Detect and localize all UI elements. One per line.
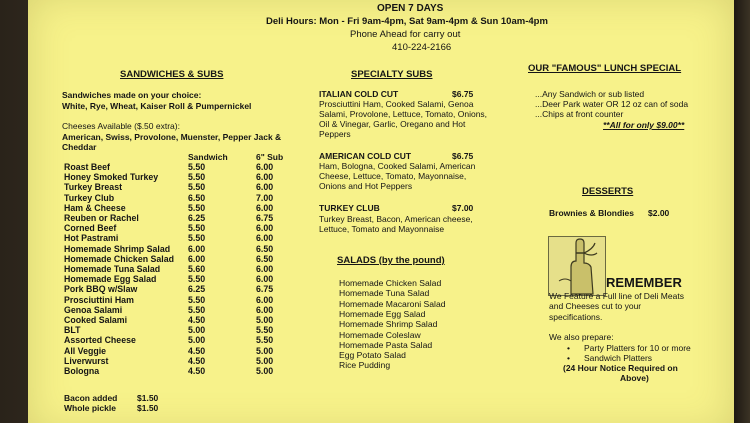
turkey-club-special-price: $7.00 xyxy=(452,203,474,213)
sub-price: 5.00 xyxy=(256,315,274,325)
american-desc-1: Ham, Bologna, Cooked Salami, American xyxy=(319,161,476,171)
american-desc-3: Onions and Hot Peppers xyxy=(319,181,413,191)
lunch-special-line-1: ...Any Sandwich or sub listed xyxy=(535,89,645,99)
notice-line-2: Above) xyxy=(620,373,649,383)
sandwich-row xyxy=(64,233,364,243)
sandwich-price: 4.50 xyxy=(188,315,206,325)
photo-edge xyxy=(734,0,750,423)
remember-text-1: We Feature a Full line of Deli Meats xyxy=(549,291,684,301)
deli-hours: Deli Hours: Mon - Fri 9am-4pm, Sat 9am-4pm & Sun 10am-4pm xyxy=(266,16,548,27)
extra-pickle-price: $1.50 xyxy=(137,403,159,413)
italian-desc-4: Peppers xyxy=(319,129,351,139)
sub-price: 6.00 xyxy=(256,202,274,213)
sub-price: 5.50 xyxy=(256,325,274,336)
sandwich-price: 6.25 xyxy=(188,213,206,223)
sandwich-name: BLT xyxy=(64,325,81,336)
salad-item: Homemade Macaroni Salad xyxy=(339,298,446,309)
platter-option-1: Party Platters for 10 or more xyxy=(584,343,691,353)
sub-column-header: 6" Sub xyxy=(256,152,284,162)
sandwich-name: Hot Pastrami xyxy=(64,233,119,244)
menu-sheet xyxy=(28,0,734,423)
lunch-special-title: OUR "FAMOUS" LUNCH SPECIAL xyxy=(528,63,682,74)
sub-price: 6.00 xyxy=(256,233,274,244)
salad-item: Homemade Coleslaw xyxy=(339,329,421,340)
sandwich-price-list xyxy=(64,162,364,382)
sub-price: 5.50 xyxy=(256,335,274,346)
sandwich-name: Reuben or Rachel xyxy=(64,213,139,223)
sandwich-price: 5.00 xyxy=(188,335,206,346)
sub-price: 6.00 xyxy=(256,294,274,305)
bread-intro: Sandwiches made on your choice: xyxy=(62,90,202,100)
sandwich-row xyxy=(64,264,364,274)
sub-price: 5.00 xyxy=(256,355,274,366)
italian-desc-1: Prosciuttini Ham, Cooked Salami, Genoa xyxy=(319,99,474,109)
sandwich-row xyxy=(64,284,364,294)
sandwich-name: Ham & Cheese xyxy=(64,202,126,213)
sandwich-row xyxy=(64,244,364,254)
american-cold-cut-name: AMERICAN COLD CUT xyxy=(319,151,412,161)
sandwich-name: Turkey Club xyxy=(64,192,115,203)
sandwich-name: Honey Smoked Turkey xyxy=(64,172,159,183)
sandwich-name: Cooked Salami xyxy=(64,315,128,325)
italian-cold-cut-name: ITALIAN COLD CUT xyxy=(319,89,399,99)
sandwich-price: 5.50 xyxy=(188,182,206,193)
cheese-options: American, Swiss, Provolone, Muenster, Pepper Jack & xyxy=(62,132,282,142)
carry-out-note: Phone Ahead for carry out xyxy=(350,29,461,40)
prepare-label: We also prepare: xyxy=(549,332,614,342)
sandwich-price: 5.50 xyxy=(188,274,206,285)
remember-text-2: and Cheeses cut to your xyxy=(549,301,642,311)
sandwich-row xyxy=(64,274,364,284)
sandwich-price: 4.50 xyxy=(188,345,206,356)
sub-price: 6.75 xyxy=(256,213,274,223)
turkey-club-desc-2: Lettuce, Tomato and Mayonnaise xyxy=(319,224,445,234)
sandwich-row xyxy=(64,335,364,345)
sandwiches-title: SANDWICHES & SUBS xyxy=(120,69,224,80)
sandwich-price: 5.50 xyxy=(188,162,206,172)
sandwich-price: 5.50 xyxy=(188,223,206,234)
turkey-club-desc-1: Turkey Breast, Bacon, American cheese, xyxy=(319,214,473,224)
sandwich-name: Genoa Salami xyxy=(64,304,123,315)
sandwich-name: Prosciuttini Ham xyxy=(64,294,134,305)
sandwich-row xyxy=(64,254,364,264)
sandwich-row xyxy=(64,346,364,356)
sandwich-row xyxy=(64,193,364,203)
salad-item: Homemade Shrimp Salad xyxy=(339,319,438,330)
extra-bacon: Bacon added xyxy=(64,393,118,403)
sandwich-name: Homemade Egg Salad xyxy=(64,274,157,285)
sandwich-price: 5.60 xyxy=(188,264,206,274)
phone-number: 410-224-2166 xyxy=(392,42,452,53)
sandwich-name: Homemade Chicken Salad xyxy=(64,253,174,264)
italian-cold-cut-price: $6.75 xyxy=(452,89,474,99)
remember-text-3: specifications. xyxy=(549,312,603,322)
sandwich-row xyxy=(64,295,364,305)
remember-title: REMEMBER xyxy=(606,275,682,290)
salads-title: SALADS (by the pound) xyxy=(337,255,445,266)
sandwich-price: 5.50 xyxy=(188,294,206,305)
sandwich-name: Corned Beef xyxy=(64,223,117,234)
sub-price: 5.00 xyxy=(256,366,274,376)
sandwich-price: 6.00 xyxy=(188,253,206,264)
sandwich-name: Homemade Tuna Salad xyxy=(64,264,161,274)
lunch-special-line-3: ...Chips at front counter xyxy=(535,109,624,119)
salads-list xyxy=(339,278,489,378)
salad-item: Homemade Egg Salad xyxy=(339,308,426,319)
sandwich-name: Liverwurst xyxy=(64,355,109,366)
lunch-special-price: **All for only $9.00** xyxy=(603,120,685,130)
extra-pickle: Whole pickle xyxy=(64,403,116,413)
sandwich-name: Bologna xyxy=(64,366,100,376)
sandwich-price: 6.50 xyxy=(188,192,206,203)
sandwich-name: Assorted Cheese xyxy=(64,335,136,346)
american-cold-cut-price: $6.75 xyxy=(452,151,474,161)
sandwich-price: 5.50 xyxy=(188,172,206,183)
sandwich-row xyxy=(64,366,364,376)
sandwich-name: All Veggie xyxy=(64,345,107,356)
italian-desc-3: Oil & Vinegar, Garlic, Oregano and Hot xyxy=(319,119,466,129)
cheese-intro: Cheeses Available ($.50 extra): xyxy=(62,121,180,131)
bread-options: White, Rye, Wheat, Kaiser Roll & Pumpernickel xyxy=(62,101,252,111)
salad-item: Egg Potato Salad xyxy=(339,350,406,361)
sandwich-column-header: Sandwich xyxy=(188,152,228,162)
sandwich-price: 5.00 xyxy=(188,325,206,336)
sub-price: 6.75 xyxy=(256,284,274,295)
sub-price: 6.00 xyxy=(256,274,274,285)
bullet-icon: • xyxy=(567,343,570,353)
sandwich-price: 6.00 xyxy=(188,243,206,254)
sub-price: 6.00 xyxy=(256,223,274,234)
american-desc-2: Cheese, Lettuce, Tomato, Mayonnaise, xyxy=(319,171,467,181)
sandwich-row xyxy=(64,325,364,335)
sub-price: 5.00 xyxy=(256,345,274,356)
tied-finger-reminder-icon xyxy=(548,236,606,296)
cheese-options-cont: Cheddar xyxy=(62,142,97,152)
sandwich-price: 5.50 xyxy=(188,233,206,244)
sandwich-name: Turkey Breast xyxy=(64,182,123,193)
salad-item: Homemade Pasta Salad xyxy=(339,339,433,350)
sandwich-price: 4.50 xyxy=(188,355,206,366)
salad-item: Homemade Chicken Salad xyxy=(339,278,442,288)
sub-price: 6.00 xyxy=(256,304,274,315)
dessert-price: $2.00 xyxy=(648,208,670,218)
sub-price: 6.00 xyxy=(256,182,274,193)
sandwich-name: Pork BBQ w/Slaw xyxy=(64,284,138,295)
specialty-subs-title: SPECIALTY SUBS xyxy=(351,69,433,80)
sandwich-price: 5.50 xyxy=(188,304,206,315)
salad-item: Rice Pudding xyxy=(339,360,391,371)
sub-price: 6.00 xyxy=(256,162,274,172)
sub-price: 6.00 xyxy=(256,172,274,183)
desserts-title: DESSERTS xyxy=(582,186,634,197)
lunch-special-line-2: ...Deer Park water OR 12 oz can of soda xyxy=(535,99,689,109)
sub-price: 7.00 xyxy=(256,192,274,203)
platter-option-2: Sandwich Platters xyxy=(584,353,653,363)
sandwich-price: 5.50 xyxy=(188,202,206,213)
sandwich-price: 6.25 xyxy=(188,284,206,295)
open-days-title: OPEN 7 DAYS xyxy=(377,3,444,14)
turkey-club-special-name: TURKEY CLUB xyxy=(319,203,380,213)
sandwich-price: 4.50 xyxy=(188,366,206,376)
sub-price: 6.50 xyxy=(256,243,274,254)
sandwich-row xyxy=(64,356,364,366)
extra-bacon-price: $1.50 xyxy=(137,393,159,403)
dessert-item: Brownies & Blondies xyxy=(549,208,635,218)
sandwich-row xyxy=(64,315,364,325)
sub-price: 6.50 xyxy=(256,253,274,264)
notice-line-1: (24 Hour Notice Required on xyxy=(563,363,678,373)
bullet-icon: • xyxy=(567,353,570,363)
sandwich-name: Homemade Shrimp Salad xyxy=(64,243,171,254)
italian-desc-2: Salami, Provolone, Lettuce, Tomato, Onions, xyxy=(319,109,488,119)
sandwich-name: Roast Beef xyxy=(64,162,110,172)
salad-item: Homemade Tuna Salad xyxy=(339,288,430,299)
sub-price: 6.00 xyxy=(256,264,274,274)
sandwich-row xyxy=(64,305,364,315)
